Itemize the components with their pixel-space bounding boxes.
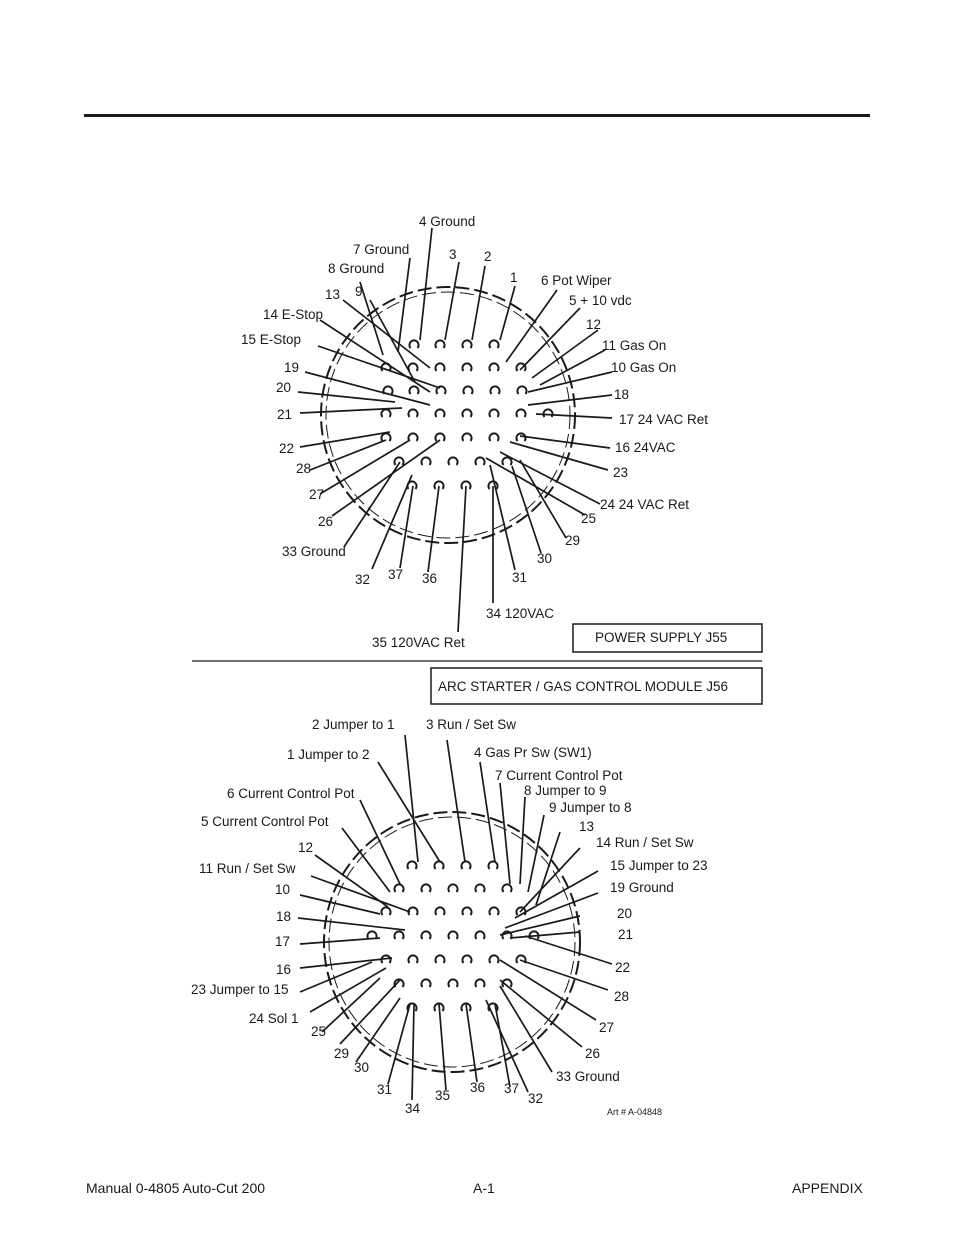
j55-wire bbox=[420, 228, 432, 340]
j56-wire bbox=[439, 1004, 446, 1090]
j56-wire bbox=[447, 740, 465, 862]
j55-pin-label: 11 Gas On bbox=[602, 338, 667, 353]
footer-page-number: A-1 bbox=[473, 1180, 495, 1196]
j55-pin-label: 9 bbox=[355, 284, 363, 299]
j56-pin-label: 23 Jumper to 15 bbox=[191, 982, 289, 997]
j55-pin bbox=[408, 363, 417, 371]
j55-pin bbox=[489, 363, 498, 371]
j55-pin-label: 29 bbox=[565, 533, 581, 548]
j55-wires bbox=[298, 228, 612, 632]
j56-pin-label: 5 Current Control Pot bbox=[201, 814, 329, 829]
j56-pin bbox=[502, 884, 511, 892]
j55-pin-label: 27 bbox=[309, 487, 325, 502]
j55-wire bbox=[343, 300, 430, 368]
arc-starter-box-label: ARC STARTER / GAS CONTROL MODULE J56 bbox=[438, 679, 729, 694]
j55-wire bbox=[528, 395, 612, 405]
footer-manual: Manual 0-4805 Auto-Cut 200 bbox=[86, 1180, 266, 1196]
j56-pin bbox=[475, 979, 484, 987]
j55-pin bbox=[463, 386, 472, 394]
j55-wire bbox=[458, 486, 466, 632]
j56-pin-label: 22 bbox=[615, 960, 631, 975]
j56-pin bbox=[435, 907, 444, 915]
j56-pin bbox=[434, 861, 443, 869]
j56-pin-label: 29 bbox=[334, 1046, 350, 1061]
j55-pin bbox=[517, 386, 526, 394]
j55-pin bbox=[489, 409, 498, 417]
j55-pin-label: 32 bbox=[355, 572, 371, 587]
j56-pin bbox=[435, 955, 444, 963]
j56-pin-label: 6 Current Control Pot bbox=[227, 786, 355, 801]
j56-wire bbox=[298, 918, 405, 930]
j55-pin bbox=[408, 409, 417, 417]
j55-pin bbox=[448, 457, 457, 465]
j55-pin bbox=[435, 433, 444, 441]
j55-pin-label: 7 Ground bbox=[353, 242, 410, 257]
j56-pin-label: 27 bbox=[599, 1020, 615, 1035]
j55-pin-label: 8 Ground bbox=[328, 261, 385, 276]
j56-pin bbox=[461, 861, 470, 869]
power-supply-box-label: POWER SUPPLY J55 bbox=[595, 630, 728, 645]
j56-pin-label: 16 bbox=[276, 962, 292, 977]
j55-wire bbox=[506, 290, 557, 362]
j55-wire bbox=[298, 392, 395, 402]
j56-pin bbox=[421, 931, 430, 939]
j55-pin bbox=[462, 340, 471, 348]
j56-wire bbox=[322, 978, 380, 1032]
j56-pin-label: 7 Current Control Pot bbox=[495, 768, 623, 783]
j56-pin-label: 3 Run / Set Sw bbox=[426, 717, 517, 732]
j55-pin-label: 17 24 VAC Ret bbox=[619, 412, 709, 427]
j55-pin bbox=[435, 409, 444, 417]
j55-pin bbox=[435, 363, 444, 371]
j55-wire bbox=[500, 452, 600, 504]
j55-pin-label: 33 Ground bbox=[282, 544, 346, 559]
j56-pin bbox=[475, 884, 484, 892]
j56-pin bbox=[448, 884, 457, 892]
j55-pin-label: 14 E-Stop bbox=[263, 307, 324, 322]
j55-pin-label: 15 E-Stop bbox=[241, 332, 302, 347]
j56-pin-label: 20 bbox=[617, 906, 633, 921]
j56-pin bbox=[448, 931, 457, 939]
j56-wire bbox=[405, 735, 418, 862]
j56-pin bbox=[462, 955, 471, 963]
j55-wire bbox=[300, 432, 390, 447]
j56-pin bbox=[421, 884, 430, 892]
j56-pin-label: 18 bbox=[276, 909, 292, 924]
j55-wire bbox=[398, 258, 410, 352]
j55-pin-label: 12 bbox=[586, 317, 602, 332]
j56-wire bbox=[300, 958, 392, 968]
j56-pin bbox=[489, 907, 498, 915]
j56-pin-label: 36 bbox=[470, 1080, 486, 1095]
j56-wire bbox=[388, 1004, 410, 1084]
j55-pin-label: 28 bbox=[296, 461, 312, 476]
j55-wire bbox=[445, 262, 459, 340]
j56-pin-label: 25 bbox=[311, 1024, 327, 1039]
j56-pin-label: 35 bbox=[435, 1088, 451, 1103]
j55-pin bbox=[462, 409, 471, 417]
j55-pin-label: 6 Pot Wiper bbox=[541, 273, 612, 288]
j55-pin-label: 20 bbox=[276, 380, 292, 395]
j56-wire bbox=[310, 968, 386, 1012]
j55-wire bbox=[520, 436, 610, 448]
j56-pin-label: 10 bbox=[275, 882, 291, 897]
j56-pin-label: 24 Sol 1 bbox=[249, 1011, 299, 1026]
j56-pin-label: 11 Run / Set Sw bbox=[199, 861, 296, 876]
j56-pin-label: 30 bbox=[354, 1060, 370, 1075]
j56-pin-label: 15 Jumper to 23 bbox=[610, 858, 708, 873]
j55-pin bbox=[435, 340, 444, 348]
j55-pin-label: 13 bbox=[325, 287, 341, 302]
j55-pin-label: 22 bbox=[279, 441, 295, 456]
j55-pin-label: 4 Ground bbox=[419, 214, 476, 229]
j56-wire bbox=[311, 876, 410, 912]
j56-wire bbox=[528, 815, 544, 892]
j55-pin bbox=[462, 433, 471, 441]
j56-pin bbox=[421, 979, 430, 987]
j56-wire bbox=[510, 932, 580, 938]
j56-pin-label: 14 Run / Set Sw bbox=[596, 835, 694, 850]
j55-pin-label: 36 bbox=[422, 571, 438, 586]
j55-pin-label: 26 bbox=[318, 514, 334, 529]
j56-pin bbox=[381, 907, 390, 915]
j55-pin bbox=[516, 409, 525, 417]
j55-connector-inner-outline bbox=[326, 292, 570, 538]
j55-labels bbox=[241, 214, 708, 650]
j56-pin bbox=[448, 979, 457, 987]
j55-pin-label: 25 bbox=[581, 511, 597, 526]
j55-pin-label: 19 bbox=[284, 360, 300, 375]
j56-pin-label: 13 bbox=[579, 819, 595, 834]
j55-pin bbox=[475, 457, 484, 465]
j56-pin-label: 1 Jumper to 2 bbox=[287, 747, 370, 762]
j55-pin-label: 18 bbox=[614, 387, 630, 402]
j55-pin-label: 23 bbox=[613, 465, 629, 480]
j56-pin-label: 9 Jumper to 8 bbox=[549, 800, 632, 815]
j56-wire bbox=[486, 1000, 528, 1092]
j56-pin bbox=[394, 931, 403, 939]
j55-pin bbox=[489, 340, 498, 348]
j55-wire bbox=[472, 266, 485, 340]
j55-connector bbox=[241, 214, 762, 652]
art-number: Art # A-04848 bbox=[607, 1107, 663, 1117]
j56-pin-label: 37 bbox=[504, 1081, 520, 1096]
j56-pin-label: 26 bbox=[585, 1046, 601, 1061]
j55-wire bbox=[528, 372, 612, 392]
j55-pin bbox=[408, 433, 417, 441]
j55-pin bbox=[409, 340, 418, 348]
j55-pin bbox=[436, 386, 445, 394]
j55-pin-label: 24 24 VAC Ret bbox=[600, 497, 690, 512]
j56-wire bbox=[342, 828, 390, 892]
j55-pin-label: 35 120VAC Ret bbox=[372, 635, 465, 650]
j56-pin-label: 21 bbox=[618, 927, 634, 942]
j56-pin bbox=[408, 955, 417, 963]
j56-pin-label: 4 Gas Pr Sw (SW1) bbox=[474, 745, 592, 760]
j55-pin-label: 5 + 10 vdc bbox=[569, 293, 632, 308]
j55-pin bbox=[502, 457, 511, 465]
j56-pin-label: 34 bbox=[405, 1101, 421, 1116]
j55-pin bbox=[381, 433, 390, 441]
j56-pin bbox=[516, 955, 525, 963]
j55-wire bbox=[318, 346, 440, 388]
j55-wire bbox=[520, 460, 566, 538]
j55-pin-label: 2 bbox=[484, 249, 492, 264]
j56-pin bbox=[475, 931, 484, 939]
j55-pin bbox=[383, 386, 392, 394]
j56-pin bbox=[394, 884, 403, 892]
j55-wire bbox=[428, 486, 439, 572]
j55-pin-label: 16 24VAC bbox=[615, 440, 676, 455]
j55-pin bbox=[543, 409, 552, 417]
j55-pin-label: 30 bbox=[537, 551, 553, 566]
j55-pin-label: 34 120VAC bbox=[486, 606, 555, 621]
j56-wire bbox=[500, 980, 582, 1047]
j56-connector-inner-outline bbox=[329, 817, 575, 1067]
j56-pin-label: 32 bbox=[528, 1091, 544, 1106]
j55-pin-label: 37 bbox=[388, 567, 404, 582]
j55-pin-label: 3 bbox=[449, 247, 457, 262]
j55-pin-label: 1 bbox=[510, 270, 518, 285]
j55-pin-label: 31 bbox=[512, 570, 528, 585]
j56-wire bbox=[525, 936, 612, 964]
j55-wire bbox=[540, 350, 605, 385]
j55-pin-label: 21 bbox=[277, 407, 293, 422]
j56-pin-label: 12 bbox=[298, 840, 314, 855]
j56-wire bbox=[300, 895, 380, 914]
j56-pin-label: 33 Ground bbox=[556, 1069, 620, 1084]
j56-wire bbox=[500, 783, 510, 884]
j56-pin-label: 19 Ground bbox=[610, 880, 674, 895]
j55-pin bbox=[381, 409, 390, 417]
j56-wire bbox=[412, 1004, 414, 1100]
j56-pin bbox=[489, 955, 498, 963]
j56-wire bbox=[480, 762, 495, 862]
j56-pin bbox=[462, 907, 471, 915]
j56-pin-label: 17 bbox=[275, 934, 291, 949]
j55-wire bbox=[500, 286, 515, 340]
j55-pin bbox=[409, 386, 418, 394]
j55-pin-label: 10 Gas On bbox=[611, 360, 677, 375]
j56-pin-label: 8 Jumper to 9 bbox=[524, 783, 607, 798]
j56-wire bbox=[520, 797, 525, 884]
j55-wire bbox=[512, 466, 541, 553]
j55-pin bbox=[421, 457, 430, 465]
j56-pin-label: 2 Jumper to 1 bbox=[312, 717, 395, 732]
footer-section: APPENDIX bbox=[792, 1180, 863, 1196]
j55-pin bbox=[489, 433, 498, 441]
j56-wire bbox=[520, 960, 608, 990]
j55-pin bbox=[490, 386, 499, 394]
j56-wire bbox=[360, 800, 400, 884]
j55-wire bbox=[310, 440, 386, 470]
j56-pin bbox=[488, 861, 497, 869]
j56-pin-label: 31 bbox=[377, 1082, 393, 1097]
j56-connector bbox=[191, 668, 762, 1117]
j56-pin bbox=[407, 861, 416, 869]
j56-wire bbox=[495, 1004, 510, 1087]
j56-pin-label: 28 bbox=[614, 989, 630, 1004]
j55-pin bbox=[462, 363, 471, 371]
j56-labels bbox=[191, 717, 708, 1116]
j56-wire bbox=[515, 871, 598, 918]
